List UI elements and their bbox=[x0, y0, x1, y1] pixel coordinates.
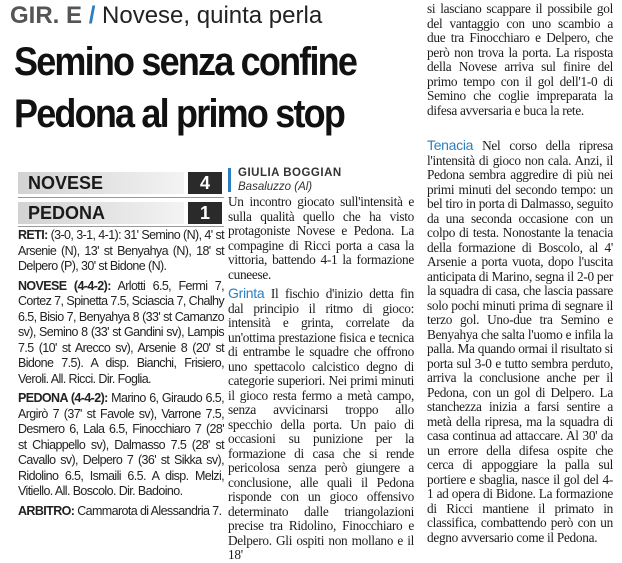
stats-text: (3-0, 3-1, 4-1): 31' Semino (N), 4' st Arsenie (N), 13' st Benyahya (N), 18' st Delpero (P), 30' st Bidone (N). bbox=[18, 228, 225, 273]
section-text-part1: Il fischio d'inizio detta fin dal principio il ritmo di gioco: intensità e grinta, correlate da un'ottima prestazione fisica e tecnica di entrambe le squadre che offrono uno spettacolo calcistico degno di categorie superiori. Nei primi minuti il gioco resta fermo a metà campo, senza avvicinarsi troppo allo specchio della porta. Un paio di occasioni su punizione per la formazione di casa che si rende pericolosa senza però giungere a conclusione, alle quali il Pedona risponde con un gioco offensivo determinato dalle triangolazioni precise tra Ridolino, Finocchiaro e Delpero. Gli ospiti non mollano e il 18' bbox=[228, 286, 414, 562]
scoreboard-row-away bbox=[18, 202, 222, 224]
article-column-2 bbox=[427, 2, 613, 118]
article-section-grinta bbox=[228, 286, 414, 563]
stats-text: Arlotti 6.5, Fermi 7, Cortez 7, Spinetta 7.5, Sciascia 7, Chalhy 6.5, Bisio 7, Benyahya 8 (33' st Camanzo sv), Semino 8 (33' st Gandini sv), Lampis 7.5 (10' st Arecco sv), Arsenie 8 (20' st Bidone 7.5). A disp. Bianchi, Frisiero, Veroli. All. Ricci. Dir. Foglia. bbox=[18, 278, 224, 386]
section-text-part2: si lasciano scappare il possibile gol del vantaggio con uno scambio a due tra Finocchiaro e Delpero, che però non trova la porta. La risposta della Novese arriva sul finire del primo tempo con il gol dell'1-0 di Semino che coglie impreparata la difesa avversaria e buca la rete. bbox=[427, 1, 613, 118]
stats-label: RETI: bbox=[18, 228, 48, 242]
team-name: PEDONA bbox=[18, 202, 184, 224]
kicker-separator: / bbox=[88, 2, 96, 29]
section-lead: Tenacia bbox=[427, 137, 474, 153]
stats-lineup-home bbox=[18, 279, 224, 388]
match-stats bbox=[18, 228, 224, 523]
divider bbox=[18, 197, 224, 198]
article-column-3 bbox=[427, 138, 613, 545]
stats-label: ARBITRO: bbox=[18, 503, 75, 518]
byline-location: Basaluzzo (Al) bbox=[238, 181, 313, 193]
team-name: NOVESE bbox=[18, 172, 184, 194]
scoreboard-row-home bbox=[18, 172, 222, 194]
headline bbox=[14, 36, 370, 140]
divider bbox=[18, 226, 224, 227]
stats-referee bbox=[18, 504, 224, 520]
stats-label: NOVESE (4-4-2): bbox=[18, 278, 111, 293]
stats-goals bbox=[18, 228, 224, 275]
section-lead: Grinta bbox=[228, 285, 265, 301]
kicker-subtitle: Novese, quinta perla bbox=[102, 2, 323, 29]
team-score: 4 bbox=[188, 172, 222, 194]
stats-text: Marino 6, Giraudo 6.5, Argirò 7 (37' st Favole sv), Varrone 7.5, Desmero 6, Lala 6.5, Finocchiaro 7 (28' st Chiappello sv), Dalmasso 7.5 (28' st Cavallo sv), Delpero 7 (36' st Sikka sv), Ridolino 6.5, Ismaili 6.5. A disp. Melzi, Vitiello. All. Boscolo. Dir. Badoino. bbox=[18, 391, 224, 498]
headline-line-2: Pedona al primo stop bbox=[14, 92, 345, 136]
team-score: 1 bbox=[188, 202, 222, 224]
stats-label: PEDONA (4-4-2): bbox=[18, 391, 108, 405]
article-section-tenacia bbox=[427, 138, 613, 545]
stats-lineup-away bbox=[18, 391, 224, 500]
byline-accent-bar bbox=[228, 168, 231, 192]
article-kicker bbox=[10, 2, 405, 30]
article-column-1 bbox=[228, 195, 414, 563]
stats-text: Cammarota di Alessandria 7. bbox=[77, 503, 222, 518]
byline-author: GIULIA BOGGIAN bbox=[238, 167, 342, 179]
section-text: Nel corso della ripresa l'intensità di gioco non cala. Anzi, il Pedona sembra aggredire di più nei primi minuti del secondo tempo: un bel tiro in porta di Dalmasso, seguito da una seconda occasione con un colpo di testa. Nonostante la tenacia della formazione di Boscolo, al 4' Arsenie a porta vuota, dopo l'uscita anticipata di Marino, segna il 2-0 per la squadra di casa, che lascia passare solo pochi minuti prima di segnare il terzo gol. Uno-due tra Semino e Benyahya che salta l'uomo e infila la palla. Ma quando ormai il risultato si porta sul 3-0 e tutto sembra perduto, arriva la conclusione anche per il Pedona, con un gol di Delpero. La stanchezza inizia a farsi sentire a metà della ripresa, ma la squadra di casa continua ad attaccare. Al 30' da un errore della difesa ospite che cerca di appoggiare la palla sul portiere e sbaglia, nasce il gol del 4-1 ad opera di Bidone. La formazione di Ricci mantiene il primato in classifica, combattendo però con un degno avversario come il Pedona. bbox=[427, 138, 614, 545]
article-intro: Un incontro giocato sull'intensità e sulla qualità quello che ha visto protagoniste Novese e Pedona. La compagine di Ricci porta a casa la vittoria, battendo 4-1 la formazione cuneese. bbox=[228, 194, 414, 282]
group-label: GIR. E bbox=[10, 2, 83, 29]
byline bbox=[228, 166, 408, 194]
headline-line-1: Semino senza confine bbox=[14, 40, 357, 84]
